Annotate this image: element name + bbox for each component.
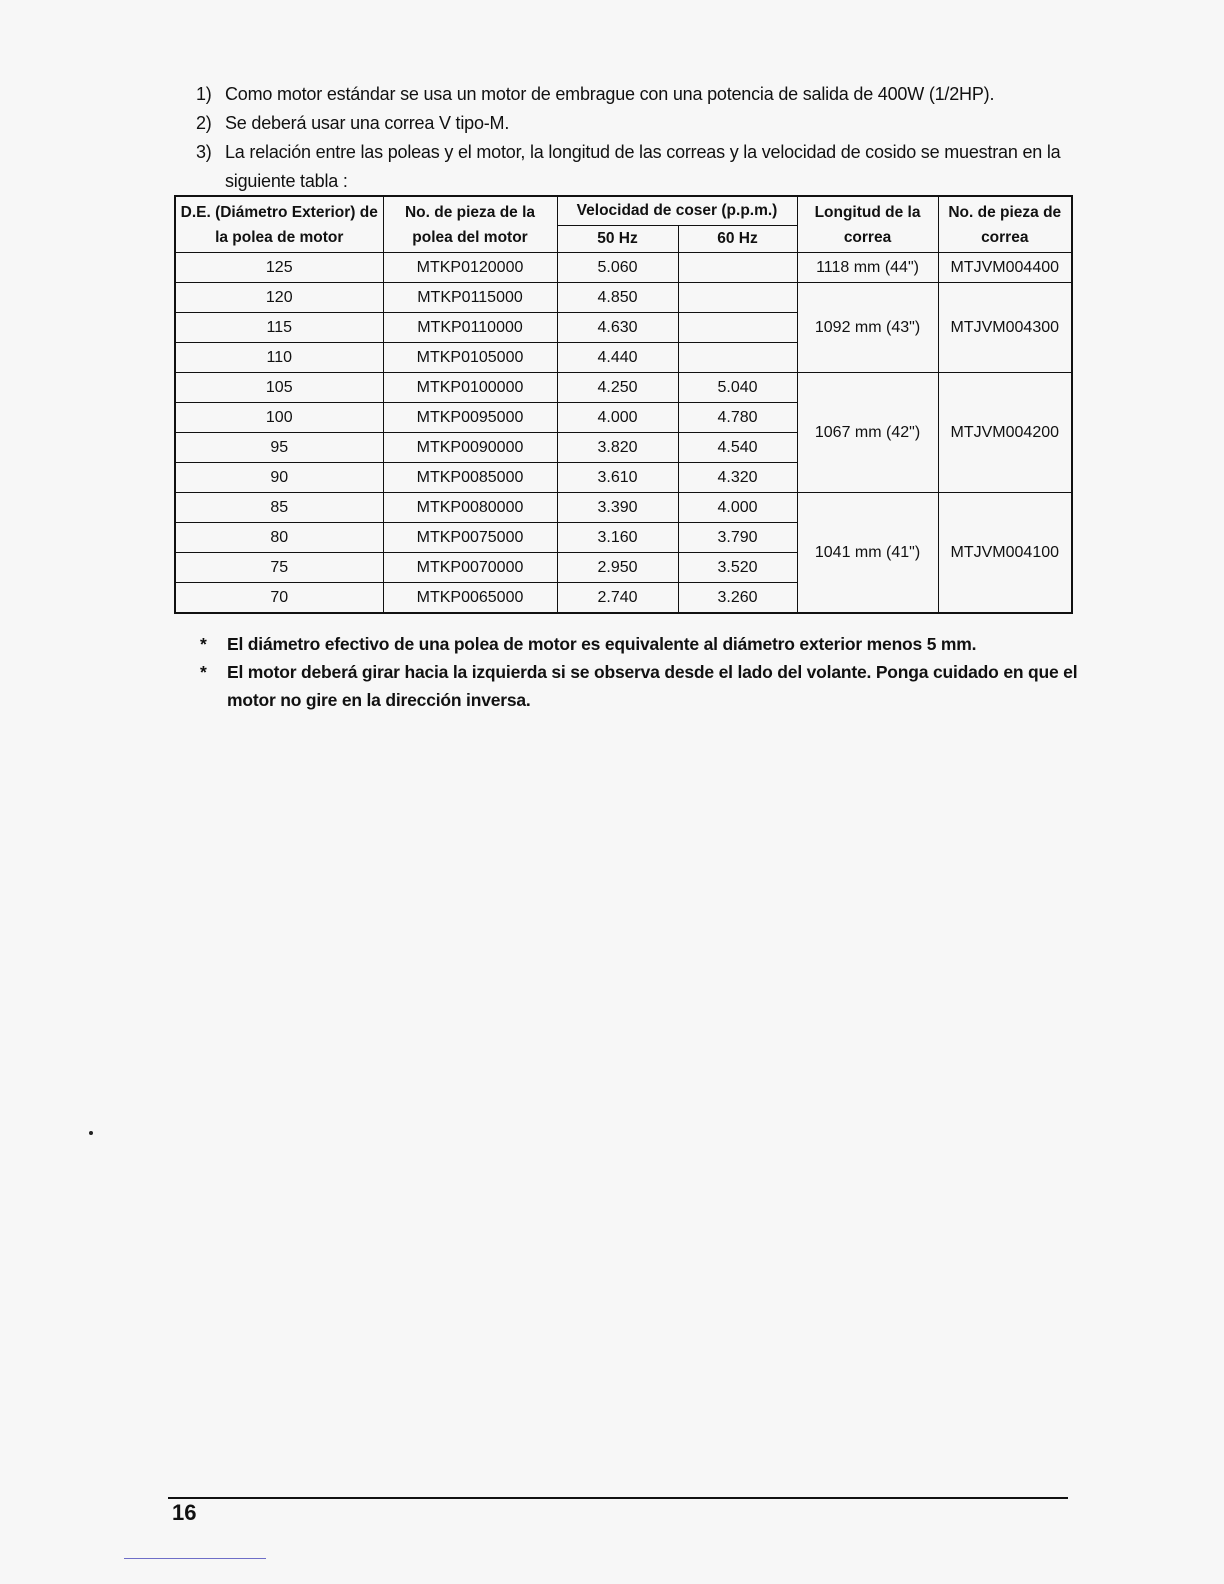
cell-pulley-part: MTKP0095000 xyxy=(383,403,557,433)
cell-pulley-part: MTKP0105000 xyxy=(383,343,557,373)
cell-60hz: 4.780 xyxy=(678,403,797,433)
cell-60hz xyxy=(678,283,797,313)
cell-belt-length: 1092 mm (43") xyxy=(797,283,938,373)
cell-50hz: 3.160 xyxy=(557,523,678,553)
cell-60hz: 3.790 xyxy=(678,523,797,553)
cell-outer-diameter: 75 xyxy=(175,553,383,583)
cell-pulley-part: MTKP0070000 xyxy=(383,553,557,583)
cell-60hz xyxy=(678,313,797,343)
cell-pulley-part: MTKP0065000 xyxy=(383,583,557,614)
pulley-belt-table xyxy=(174,195,1073,614)
table-row xyxy=(175,283,1072,313)
cell-outer-diameter: 90 xyxy=(175,463,383,493)
cell-pulley-part: MTKP0115000 xyxy=(383,283,557,313)
list-number: 3) xyxy=(196,142,212,162)
cell-50hz: 2.740 xyxy=(557,583,678,614)
scan-speck xyxy=(89,1131,93,1135)
cell-60hz: 5.040 xyxy=(678,373,797,403)
list-text: La relación entre las poleas y el motor, la longitud de las correas y la velocidad de cosido se muestran en la siguiente tabla : xyxy=(225,142,1061,191)
cell-60hz xyxy=(678,253,797,283)
cell-outer-diameter: 105 xyxy=(175,373,383,403)
cell-50hz: 4.440 xyxy=(557,343,678,373)
asterisk-marker: * xyxy=(200,662,207,682)
list-text: Como motor estándar se usa un motor de embrague con una potencia de salida de 400W (1/2HP). xyxy=(225,84,995,104)
header-belt-part: No. de pieza de correa xyxy=(938,196,1072,253)
note-item xyxy=(200,630,1080,658)
asterisk-marker: * xyxy=(200,634,207,654)
cell-outer-diameter: 95 xyxy=(175,433,383,463)
header-belt-length: Longitud de la correa xyxy=(797,196,938,253)
cell-60hz xyxy=(678,343,797,373)
header-outer-diameter: D.E. (Diámetro Exterior) de la polea de motor xyxy=(175,196,383,253)
list-text: Se deberá usar una correa V tipo-M. xyxy=(225,113,510,133)
cell-outer-diameter: 85 xyxy=(175,493,383,523)
footer-divider xyxy=(168,1497,1068,1499)
header-sewing-speed: Velocidad de coser (p.p.m.) xyxy=(557,196,797,226)
notes-list xyxy=(200,630,1080,714)
cell-50hz: 3.820 xyxy=(557,433,678,463)
cell-60hz: 3.260 xyxy=(678,583,797,614)
list-number: 1) xyxy=(196,84,212,104)
cell-50hz: 3.610 xyxy=(557,463,678,493)
table-row xyxy=(175,373,1072,403)
cell-pulley-part: MTKP0100000 xyxy=(383,373,557,403)
header-pulley-part: No. de pieza de la polea del motor xyxy=(383,196,557,253)
intro-list xyxy=(196,80,1076,196)
cell-outer-diameter: 70 xyxy=(175,583,383,614)
cell-pulley-part: MTKP0085000 xyxy=(383,463,557,493)
scan-artifact-line xyxy=(124,1558,266,1559)
cell-60hz: 4.540 xyxy=(678,433,797,463)
header-50hz: 50 Hz xyxy=(557,226,678,253)
table-row xyxy=(175,253,1072,283)
cell-50hz: 4.630 xyxy=(557,313,678,343)
table-row xyxy=(175,493,1072,523)
cell-50hz: 2.950 xyxy=(557,553,678,583)
cell-50hz: 4.250 xyxy=(557,373,678,403)
cell-50hz: 4.000 xyxy=(557,403,678,433)
cell-outer-diameter: 100 xyxy=(175,403,383,433)
list-item xyxy=(196,138,1076,196)
header-60hz: 60 Hz xyxy=(678,226,797,253)
list-item xyxy=(196,109,1076,138)
cell-50hz: 5.060 xyxy=(557,253,678,283)
cell-pulley-part: MTKP0120000 xyxy=(383,253,557,283)
list-item xyxy=(196,80,1076,109)
cell-pulley-part: MTKP0080000 xyxy=(383,493,557,523)
cell-outer-diameter: 115 xyxy=(175,313,383,343)
cell-pulley-part: MTKP0075000 xyxy=(383,523,557,553)
cell-outer-diameter: 120 xyxy=(175,283,383,313)
cell-60hz: 4.000 xyxy=(678,493,797,523)
cell-50hz: 4.850 xyxy=(557,283,678,313)
list-number: 2) xyxy=(196,113,212,133)
cell-belt-length: 1041 mm (41") xyxy=(797,493,938,614)
cell-outer-diameter: 125 xyxy=(175,253,383,283)
note-text: El motor deberá girar hacia la izquierda si se observa desde el lado del volante. Ponga cuidado en que el motor no gire en la dirección inversa. xyxy=(227,662,1078,710)
cell-belt-part: MTJVM004100 xyxy=(938,493,1072,614)
cell-belt-part: MTJVM004300 xyxy=(938,283,1072,373)
cell-belt-part: MTJVM004400 xyxy=(938,253,1072,283)
cell-pulley-part: MTKP0110000 xyxy=(383,313,557,343)
cell-50hz: 3.390 xyxy=(557,493,678,523)
note-item xyxy=(200,658,1080,714)
cell-outer-diameter: 80 xyxy=(175,523,383,553)
cell-belt-length: 1118 mm (44") xyxy=(797,253,938,283)
cell-belt-length: 1067 mm (42") xyxy=(797,373,938,493)
note-text: El diámetro efectivo de una polea de motor es equivalente al diámetro exterior menos 5 mm. xyxy=(227,634,977,654)
cell-60hz: 3.520 xyxy=(678,553,797,583)
page-number: 16 xyxy=(172,1500,197,1525)
cell-belt-part: MTJVM004200 xyxy=(938,373,1072,493)
cell-outer-diameter: 110 xyxy=(175,343,383,373)
cell-60hz: 4.320 xyxy=(678,463,797,493)
cell-pulley-part: MTKP0090000 xyxy=(383,433,557,463)
